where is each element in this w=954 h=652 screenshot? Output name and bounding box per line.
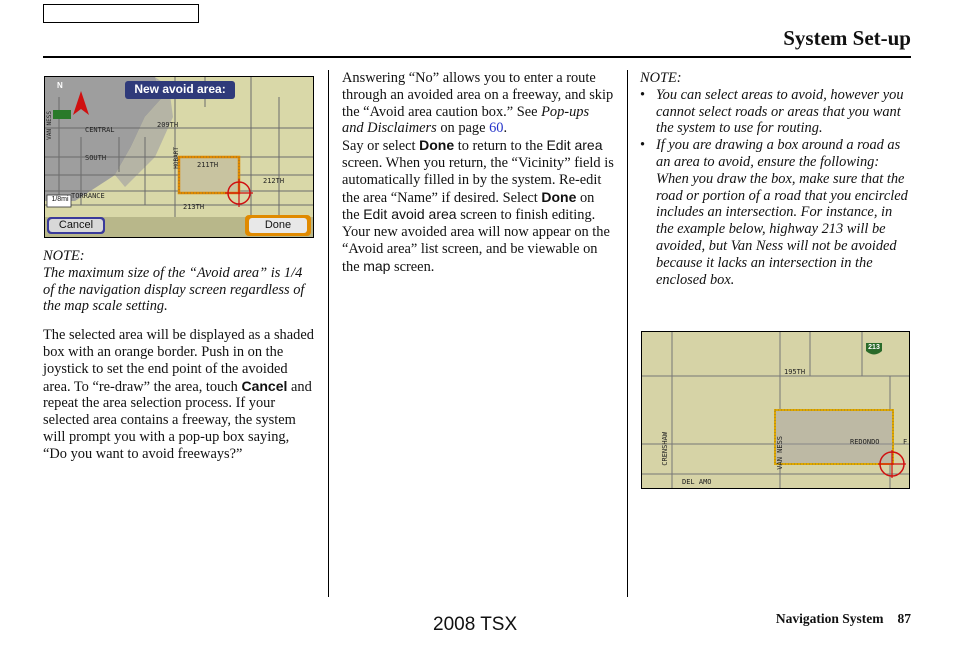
- bullet-text: If you are drawing a box around a road as an area to avoid, ensure the following: When you draw the box, make sure that the road or portion of a road that you encircled includes an intersection. For instance, in the example below, highway 213 will be avoided, but Van Ness will not be avoided because it lacks an intersection in the enclosed box.: [656, 137, 908, 288]
- street-label: 211TH: [197, 161, 219, 169]
- done-keyword: Done: [419, 137, 455, 154]
- note-label: NOTE:: [43, 248, 85, 264]
- highway-shield-icon: 213: [868, 344, 880, 351]
- bullet-icon: •: [640, 137, 646, 154]
- edit-area-keyword: Edit area: [546, 137, 603, 154]
- footer-section: [776, 611, 911, 627]
- column-divider-2: [627, 70, 628, 597]
- text-run: Answering “No” allows you to enter a route through an avoided area on a freeway, and skip the “Avoid area caution box.” See: [342, 70, 614, 120]
- street-label: VAN NESS: [46, 111, 53, 140]
- text-run: screen. When you return, the “Vicinity” field is automatically filled in by the system. Re-edit the area “Name” if desired. Select: [342, 154, 614, 206]
- text-run: The selected area will be displayed as a shaded box with an orange border. Push in on the joystick to set the end point of the avoided area. To “re-draw” the area, touch: [43, 327, 314, 395]
- cancel-keyword: Cancel: [241, 377, 288, 394]
- street-label: 213TH: [183, 203, 205, 211]
- avoid-area-map-screen: [44, 76, 314, 238]
- footer-section-label: Navigation System: [775, 611, 884, 626]
- body-paragraph: [342, 70, 614, 137]
- map-keyword: map: [363, 257, 391, 274]
- done-keyword: Done: [541, 188, 577, 205]
- street-label: F: [903, 438, 908, 446]
- text-run: screen to finish editing. Your new avoided area will now appear on the “Avoid area” list screen, and be viewable on the: [342, 207, 610, 275]
- street-label: REDONDO: [850, 438, 880, 446]
- text-run: on page: [436, 120, 490, 137]
- street-label: SOUTH: [85, 154, 107, 162]
- street-label: DEL AMO: [682, 478, 712, 486]
- map-scale: 1/8mi: [51, 196, 69, 203]
- list-item: [640, 137, 912, 288]
- text-run: screen.: [390, 258, 435, 275]
- street-label: CENTRAL: [85, 126, 115, 134]
- map-banner: New avoid area:: [134, 82, 226, 96]
- column-3: [640, 70, 912, 288]
- pop-ups-reference: Pop-ups and Disclaimers: [342, 103, 590, 137]
- column-divider-1: [328, 70, 329, 597]
- header-tab-box: [43, 4, 199, 23]
- street-label: 195TH: [784, 368, 806, 376]
- map-cancel-button: Cancel: [58, 219, 94, 231]
- street-label: 209TH: [157, 121, 179, 129]
- text-run: and repeat the area selection process. If your selected area contains a freeway, the system will prompt you with a pop-up box saying, “Do you want to avoid freeways?”: [43, 378, 312, 462]
- note-bullets: [640, 87, 912, 289]
- body-paragraph: [342, 137, 614, 275]
- street-label: CRENSHAW: [661, 432, 669, 466]
- text-run: .: [503, 120, 508, 137]
- edit-avoid-area-keyword: Edit avoid area: [363, 206, 457, 223]
- page-title: System Set-up: [783, 26, 911, 50]
- body-paragraph: [43, 327, 315, 462]
- bullet-icon: •: [640, 86, 646, 103]
- column-2: [342, 70, 614, 276]
- street-label: 212TH: [263, 177, 285, 185]
- footer-model: 2008 TSX: [433, 614, 518, 635]
- street-label: VAN NESS: [776, 436, 784, 470]
- page-link[interactable]: 60: [489, 120, 504, 137]
- compass-icon: N: [57, 81, 63, 90]
- bullet-text: You can select areas to avoid, however you cannot select roads or areas that you want the system to use for routing.: [656, 86, 904, 137]
- map-done-button: Done: [264, 219, 292, 231]
- note-text: The maximum size of the “Avoid area” is 1/4 of the navigation display screen regardless of the map scale setting.: [43, 264, 305, 315]
- text-run: on the: [342, 189, 595, 224]
- street-label: TORRANCE: [71, 192, 105, 200]
- note-label: NOTE:: [640, 70, 682, 86]
- column-1: [43, 248, 315, 463]
- header-divider: [43, 56, 911, 58]
- street-label: HOBART: [173, 147, 180, 169]
- text-run: Say or select: [342, 138, 420, 155]
- example-map-image: [641, 331, 910, 489]
- list-item: [640, 87, 912, 137]
- page-number: 87: [897, 611, 911, 626]
- text-run: to return to the: [454, 138, 547, 155]
